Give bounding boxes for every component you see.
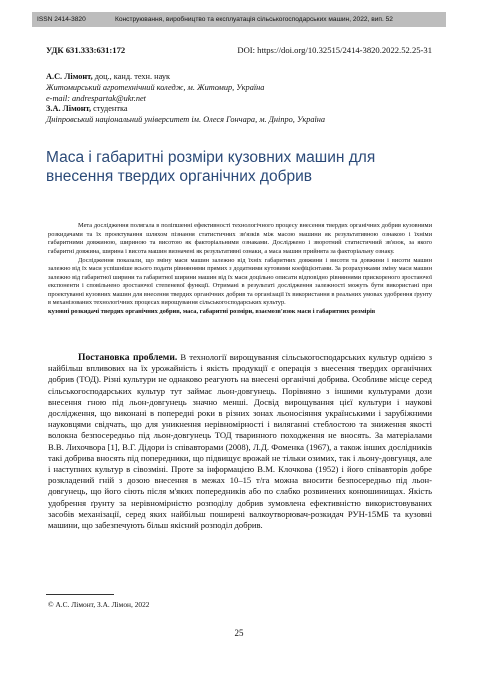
- author-email[interactable]: e-mail: andrespartak@ukr.net: [46, 93, 146, 103]
- section-heading: Постановка проблеми.: [78, 352, 178, 363]
- author-1-name: А.С. Лімонт,: [46, 72, 93, 81]
- abstract: [48, 222, 432, 317]
- author-2: [46, 104, 325, 115]
- body-text: В технології вирощування сільськогосподарських культур однією з найбільш впливових на їх урожайність і якість продукції є операція з внесення твердих органічних добрив (ТОД). Різні культури не однаково реагують на внесені органічні добрива. Особливе місце серед сільськогосподарських культур тут займає льон-довгунець. Порівняно з іншими культурами дози внесення гною під льон-довгунець значно менші. Досвід вирощування цієї культури і наукові дослідження, що виконані в попередні роки в різних зонах льоносіяння українськими і зарубіжними науковцями свідчать, що для уникнення нерівномірності і виляганні стеблостою та зниження якості волокна безпосередньо під льон-довгунець ТОД тваринного походження не вносять. За матеріалами В.В. Лихочвора [1], В.Г. Дідори із співавторами (2008), Л.Д. Фоменка (1967), а також інших дослідників такі добрива вносять під попередники, що підвищує врожай не тільки озимих, так і льону-довгунця, але і наступних культур в сівозміні. Проте за інформацією В.М. Клочкова (1952) і його співавторів добре розкладений гній з дозою внесення в межах 10–15 т/га можна вносити безпосередньо під льон-довгунець, що його сіють після м'яких попередників або по слабко розвинених конюшинищах. Якість удобрення ґрунту за нерівномірністю розподілу добрив зумовлена ефективністю використовуваних засобів механізації, серед яких найбільш поширені валкоутворювач-розкидач РУН-15МБ та кузовні машини, що забезпечують більш якісний розподіл добрив.: [48, 352, 432, 531]
- page-number: 25: [234, 628, 244, 638]
- copyright-footnote: © А.С. Лімонт, З.А. Лімон, 2022: [48, 600, 150, 609]
- abstract-paragraph-2: Дослідження показали, що зміну маси машин залежно від їхніх габаритних довжини і висоти та довжини і висоти машин залежно від їх маси успішніше всього подати рівняннями прямих з додатними кутовими коефіцієнтами. За розрахунками зміну маси машин залежно від габаритної ширини та габаритної ширини машин від їх маси доцільно описати відповідно рівняннями прискореного зростаючої експоненти і сповільнено зростаючої степеневої функції. Отримані в результаті дослідження залежності можуть бути використані при проектуванні кузовних машин для внесення твердих органічних добрив та організації їх використання в реальних умовах удобрення ґрунту в механізованих технологічних процесах вирощування сільськогосподарських культур.: [48, 256, 432, 306]
- author-1: [46, 72, 325, 83]
- author-1-affiliation: Житомирський агротехнічний коледж, м. Житомир, Україна: [46, 82, 265, 92]
- doi-link[interactable]: DOI: https://doi.org/10.32515/2414-3820.2022.52.25-31: [237, 45, 432, 55]
- author-2-name: З.А. Лімонт,: [46, 104, 92, 114]
- author-1-role: доц., канд. техн. наук: [92, 72, 171, 81]
- udk-code: УДК 631.333:631:172: [46, 45, 126, 55]
- running-header: [32, 12, 446, 27]
- footnote-divider: [46, 594, 114, 595]
- journal-title: Конструювання, виробництво та експлуатація сільськогосподарських машин, 2022, вип. 52: [115, 16, 393, 23]
- keywords: кузовні розкидачі твердих органічних добрив, маса, габаритні розміри, взаємозв'язок маси і габаритних розмірів: [48, 308, 376, 315]
- body-paragraph: [48, 352, 432, 531]
- paper-title: Маса і габаритні розміри кузовних машин для внесення твердих органічних добрив: [46, 149, 376, 185]
- issn-label: ISSN 2414-3820: [37, 16, 86, 23]
- author-block: [46, 72, 325, 126]
- abstract-paragraph-1: Мета дослідження полягала в поліпшенні ефективності технологічного процесу внесення твердих органічних добрив кузовними розкидачами та їх проектування шляхом пізнання статистичних зв'язків між масою машини як результативною ознакою і їхніми габаритними довжиною, шириною та висотою як факторіальними ознаками. Досліджено і зворотний статистичний зв'язок, за якого габаритні довжина, ширина і висота машин визначені як результативні ознаки, а маса машин прийнята за факторіальну ознаку.: [48, 222, 432, 255]
- author-2-affiliation: Дніпровський національний університет ім. Олеся Гончара, м. Дніпро, Україна: [46, 115, 326, 125]
- author-2-role: студентка: [91, 104, 128, 114]
